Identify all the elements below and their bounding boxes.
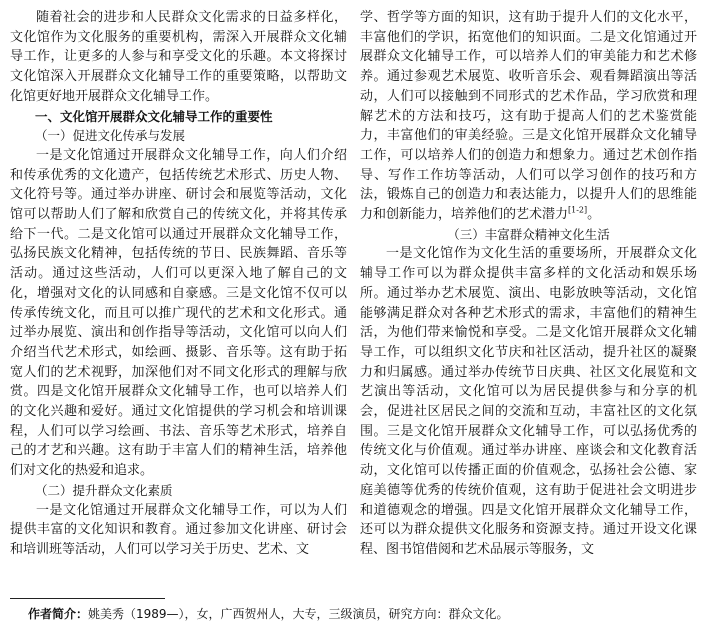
left-column	[10, 8, 347, 560]
subsection3-body: 一是文化馆作为文化生活的重要场所，开展群众文化辅导工作可以为群众提供丰富多样的文化活动和娱乐场所。通过举办艺术展览、演出、电影放映等活动，文化馆能够满足群众对各种艺术形式的需求，丰富他们的精神生活，为他们带来愉悦和享受。二是文化馆开展群众文化辅导工作，可以组织文化节庆和社区活动，提升社区的凝聚力和归属感。通过举办传统节日庆典、社区文化展览和文艺演出等活动，文化馆可以为居民提供参与和分享的机会，促进社区居民之间的交流和互动，丰富社区的文化氛围。三是文化馆开展群众文化辅导工作，可以弘扬优秀的传统文化与价值观。通过举办讲座、座谈会和文化教育活动，文化馆可以传播正面的价值观念，弘扬社会公德、家庭美德等优秀的传统价值观，这有助于促进社会文明进步和道德观念的增强。四是文化馆开展群众文化辅导工作，还可以为群众提供文化服务和资源支持。通过开设文化课程、图书馆借阅和艺术品展示等服务，文	[360, 246, 697, 557]
subsection3-heading: （三）丰富群众精神文化生活	[447, 226, 610, 242]
subsection1-body: 一是文化馆通过开展群众文化辅导工作，向人们介绍和传承优秀的文化遗产，包括传统艺术形式、历史人物、文化符号等。通过举办讲座、研讨会和展览等活动，文化馆可以帮助人们了解和欣赏自己的传统文化，并将其传承给下一代。二是文化馆可以通过开展群众文化辅导工作，弘扬民族文化精神，包括传统的节日、民族舞蹈、音乐等活动。通过这些活动，人们可以更深入地了解自己的文化，增强对文化的认同感和自豪感。三是文化馆不仅可以传承传统文化，而且可以推广现代的艺术和文化形式。通过举办展览、演出和创作指导等活动，文化馆可以向人们介绍当代艺术形式，如绘画、摄影、音乐等。这有助于拓宽人们的艺术视野，加深他们对不同文化形式的理解与欣赏。四是文化馆开展群众文化辅导工作，也可以培养人们的文化兴趣和爱好。通过文化馆提供的学习机会和培训课程，人们可以学习绘画、书法、音乐等艺术形式，培养自己的才艺和兴趣。这有助于丰富人们的精神生活，培养他们对文化的热爱和追求。	[10, 147, 347, 479]
subsection2-continued-text: 学、哲学等方面的知识，这有助于提升人们的文化水平，丰富他们的学识，拓宽他们的知识面。二是文化馆通过开展群众文化辅导工作，可以培养人们的审美能力和艺术修养。通过参观艺术展览、收听音乐会、观看舞蹈演出等活动，人们可以接触到不同形式的艺术作品，学习欣赏和理解艺术的方法和技巧，这有助于提高人们的艺术鉴赏能力，丰富他们的审美经验。三是文化馆开展群众文化辅导工作，可以培养人们的创造力和想象力。通过艺术创作指导、写作工作坊等活动，人们可以学习创作的技巧和方法，锻炼自己的创造力和表达能力，以提升人们的思维能力和创新能力，培养他们的艺术潜力	[360, 10, 697, 223]
subsection2-end: 。	[587, 207, 601, 223]
subsection2-heading: （二）提升群众文化素质	[35, 482, 173, 498]
subsection2-continued	[360, 8, 697, 225]
subsection2-body: 一是文化馆通过开展群众文化辅导工作，可以为人们提供丰富的文化知识和教育。通过参加文化讲座、研讨会和培训班等活动，人们可以学习关于历史、艺术、文	[10, 502, 347, 557]
author-footnote	[28, 606, 509, 622]
citation-ref: [1-2]	[568, 205, 588, 215]
intro-paragraph: 随着社会的进步和人民群众文化需求的日益多样化，文化馆作为文化服务的重要机构，需深入开展群众文化辅导工作，让更多的人参与和享受文化的乐趣。本文将探讨文化馆深入开展群众文化辅导工作的重要策略，以帮助文化馆更好地开展群众文化辅导工作。	[10, 10, 347, 104]
section1-heading: 一、文化馆开展群众文化辅导工作的重要性	[35, 108, 273, 124]
footnote-label: 作者简介：	[28, 607, 89, 621]
footnote-divider	[10, 598, 165, 599]
right-column	[360, 8, 697, 560]
subsection1-heading: （一）促进文化传承与发展	[35, 128, 186, 144]
footnote-text: 姚美秀（1989—），女，广西贺州人，大专，三级演员，研究方向：群众文化。	[88, 607, 509, 621]
